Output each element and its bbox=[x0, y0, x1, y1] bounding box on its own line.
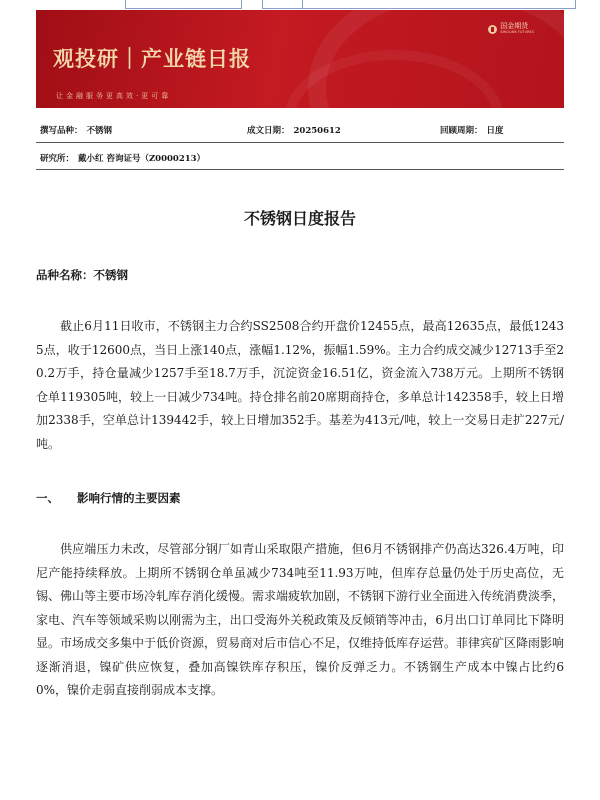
meta-period-label: 回顾周期： bbox=[440, 126, 483, 136]
meta-variety-label: 撰写品种： bbox=[40, 126, 83, 136]
top-form-field-divider bbox=[302, 0, 303, 8]
meta-variety bbox=[40, 124, 112, 136]
top-form-field-left bbox=[125, 0, 242, 9]
meta-researcher bbox=[40, 152, 205, 164]
meta-date-label: 成文日期： bbox=[247, 126, 290, 136]
logo-subtext: SINOLINK FUTURES bbox=[500, 30, 534, 34]
summary-paragraph: 截止6月11日收市，不锈钢主力合约SS2508合约开盘价12455点，最高12635点，最低12435点，收于12600点，当日上涨140点，涨幅1.12%，振幅1.59%。主力合约成交减少12713手至20.2万手，持仓量减少1257手至18.7万手，沉淀资金16.51亿，资金流入738万元。上期所不锈钢仓单119305吨，较上一日减少734吨。持仓排名前20席期商持仓，多单总计142358手，较上日增加2338手，空单总计139442手，较上日增加352手。基差为413元/吨，较上一交易日走扩227元/吨。 bbox=[36, 319, 564, 451]
meta-period bbox=[440, 124, 504, 136]
banner-slogan: 让金融服务更高效·更可靠 bbox=[56, 92, 172, 100]
meta-date-value: 20250612 bbox=[293, 126, 341, 136]
top-form-field-right bbox=[262, 0, 576, 9]
section-1-number: 一、 bbox=[36, 491, 59, 505]
meta-researcher-label: 研究所： bbox=[40, 154, 75, 164]
document-title: 不锈钢日度报告 bbox=[243, 209, 356, 228]
variety-heading: 品种名称：不锈钢 bbox=[36, 268, 128, 282]
meta-period-value: 日度 bbox=[486, 126, 504, 136]
logo-name: 国金期货 bbox=[500, 22, 529, 30]
logo-mark-icon bbox=[488, 25, 497, 34]
company-logo bbox=[488, 23, 534, 35]
meta-date bbox=[247, 124, 341, 136]
report-banner bbox=[36, 10, 564, 108]
meta-divider-1 bbox=[36, 142, 564, 143]
meta-researcher-value: 戴小红 咨询证号（Z0000213） bbox=[78, 154, 206, 164]
section-1-heading bbox=[36, 490, 181, 506]
banner-title: 观投研｜产业链日报 bbox=[53, 47, 251, 71]
meta-variety-value: 不锈钢 bbox=[86, 126, 113, 136]
section-1-paragraph: 供应端压力未改，尽管部分钢厂如青山采取限产措施，但6月不锈钢排产仍高达326.4万吨，印尼产能持续释放。上期所不锈钢仓单虽减少734吨至11.93万吨，但库存总量仍处于历史高位，无锡、佛山等主要市场冷轧库存消化缓慢。需求端疲软加剧，不锈钢下游行业全面进入传统消费淡季，家电、汽车等领域采购以刚需为主，出口受海外关税政策及反倾销等冲击，6月出口订单同比下降明显。市场成交多集中于低价资源，贸易商对后市信心不足，仅维持低库存运营。菲律宾矿区降雨影响逐渐消退，镍矿供应恢复，叠加高镍铁库存积压，镍价反弹乏力。不锈钢生产成本中镍占比约60%，镍价走弱直接削弱成本支撑。 bbox=[36, 542, 565, 697]
meta-divider-2 bbox=[36, 169, 564, 170]
section-1-title: 影响行情的主要因素 bbox=[77, 491, 181, 505]
